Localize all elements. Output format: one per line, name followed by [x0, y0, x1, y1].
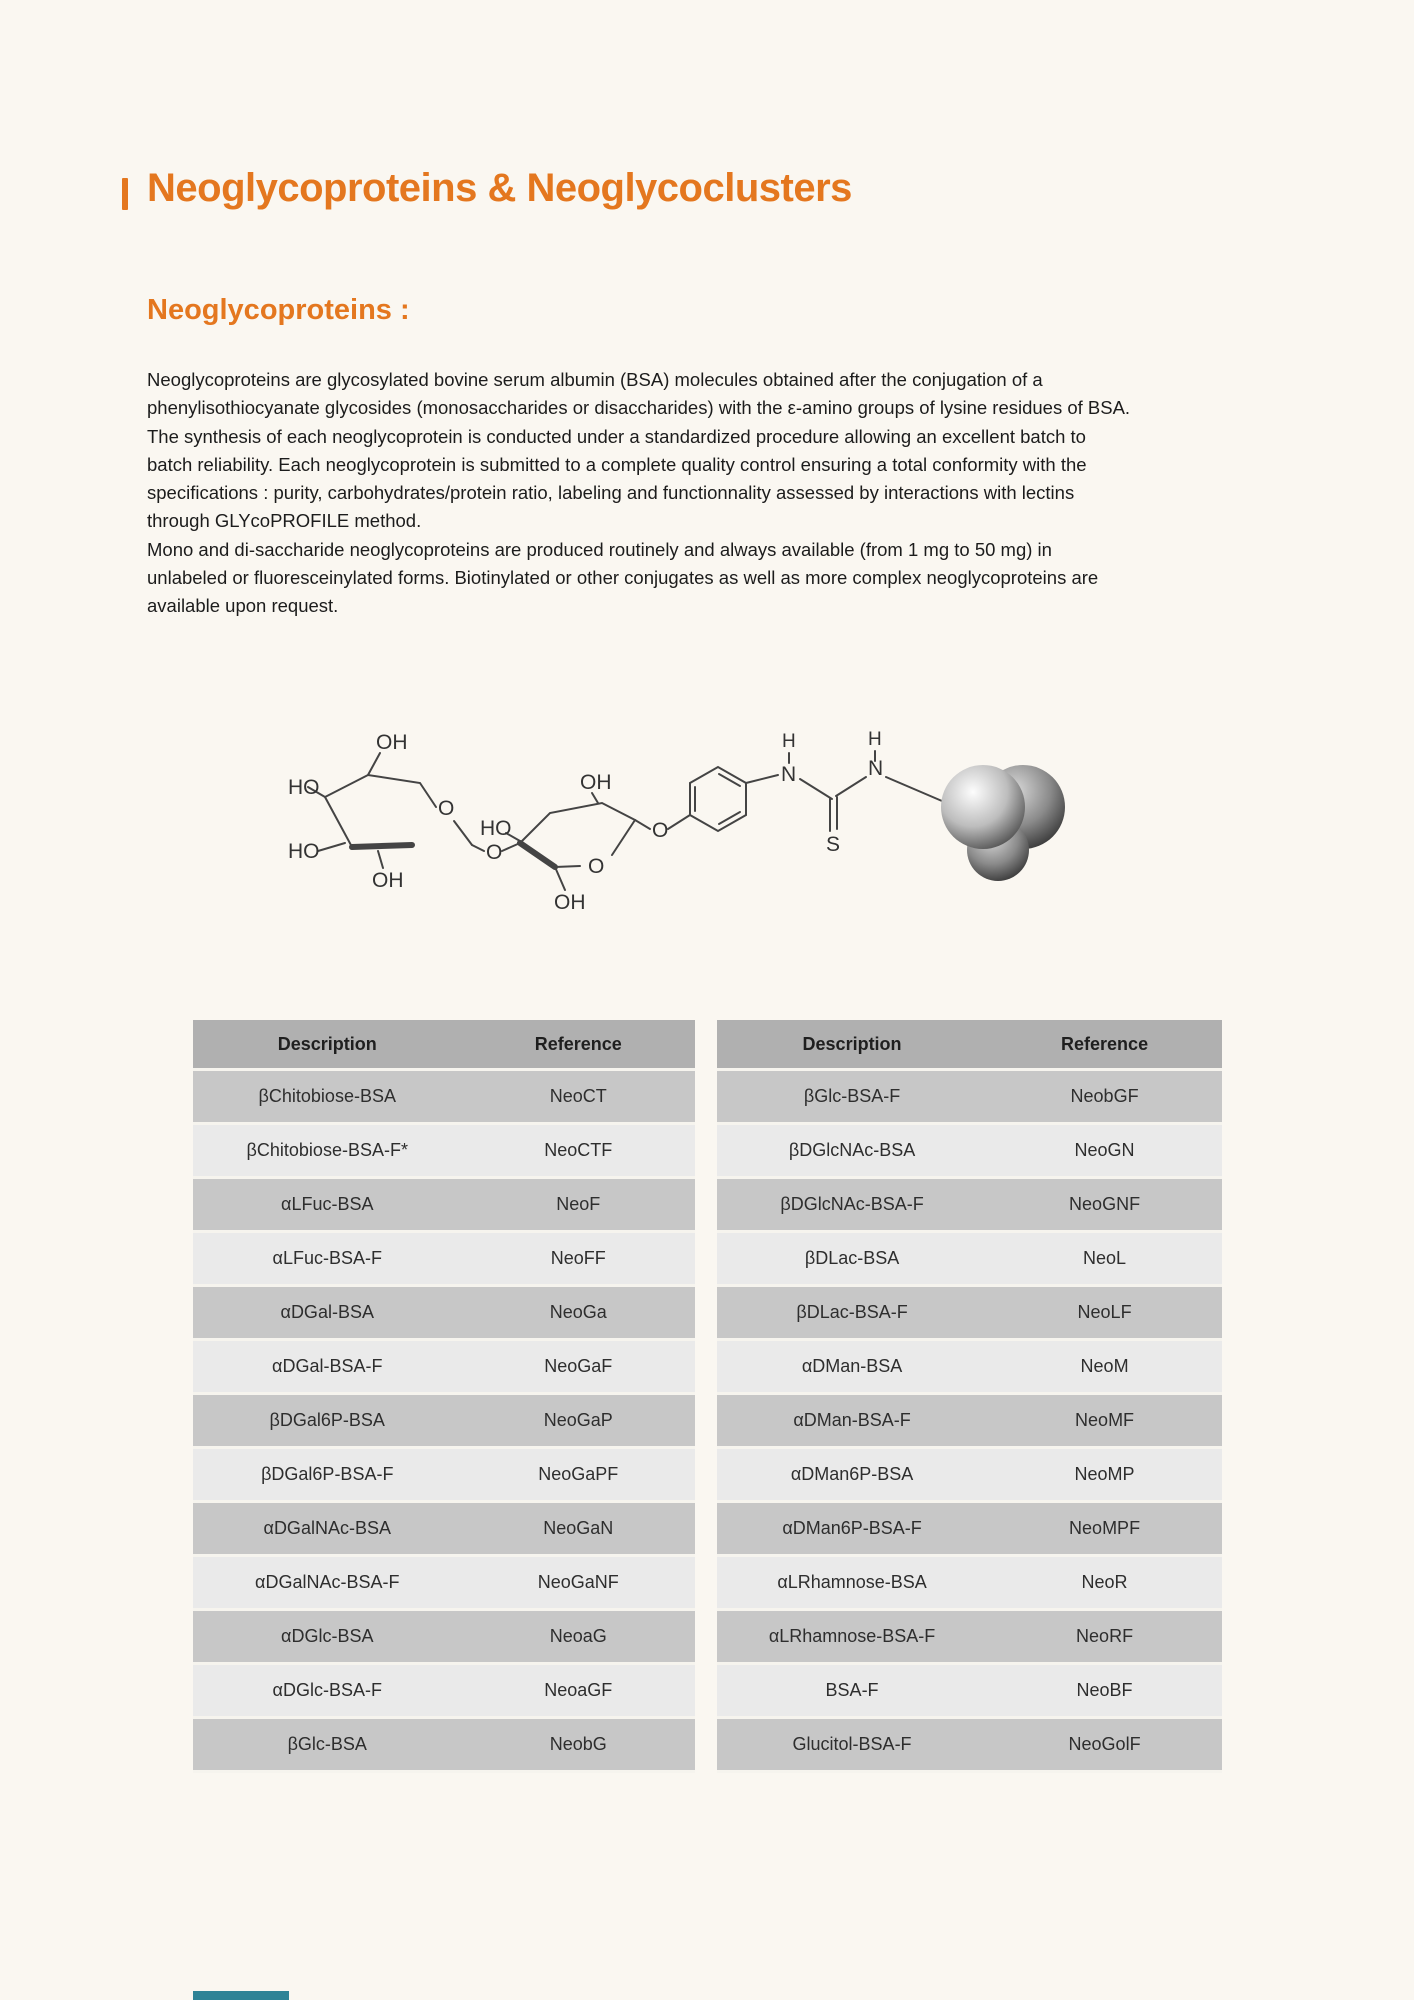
- table-cell: NeoR: [1081, 1572, 1128, 1592]
- table-row: [193, 1449, 695, 1503]
- table-cell: NeoFF: [550, 1248, 606, 1268]
- table-row: [717, 1665, 1222, 1719]
- bsa-sphere-front: [941, 765, 1025, 849]
- table-cell: αLRhamnose-BSA: [777, 1572, 927, 1592]
- table-row: [717, 1557, 1222, 1611]
- intro-line: phenylisothiocyanate glycosides (monosaccharides or disaccharides) with the ε-amino groups of lysine residues of BSA.: [147, 397, 1131, 419]
- table-cell: αDMan6P-BSA-F: [782, 1518, 922, 1538]
- molecule-svg: [240, 695, 1080, 935]
- table-cell: NeoLF: [1077, 1302, 1132, 1322]
- table-cell: NeoGa: [549, 1302, 607, 1322]
- table-cell: αDGalNAc-BSA-F: [255, 1572, 400, 1592]
- table-cell: βDLac-BSA: [804, 1248, 900, 1268]
- table-cell: NeoMP: [1074, 1464, 1135, 1484]
- table-row: [717, 1611, 1222, 1665]
- table-cell: NeoGaNF: [537, 1572, 619, 1592]
- table-cell: αDMan-BSA-F: [793, 1410, 911, 1430]
- table-cell: NeoM: [1080, 1356, 1129, 1376]
- intro-line: unlabeled or fluoresceinylated forms. Biotinylated or other conjugates as well as more complex neoglycoproteins are: [147, 567, 1099, 589]
- atom-label-ho: HO: [288, 840, 320, 863]
- atom-label-s: S: [826, 833, 841, 856]
- table-row: [717, 1719, 1222, 1773]
- table-cell: αDGal-BSA-F: [272, 1356, 383, 1376]
- table-cell: αDGlc-BSA: [281, 1626, 374, 1646]
- table-cell: βDLac-BSA-F: [796, 1302, 908, 1322]
- intro-text: [147, 366, 1157, 621]
- table-row: [193, 1287, 695, 1341]
- neoglycoproteins-table-right: [717, 1020, 1222, 1773]
- intro-line: The synthesis of each neoglycoprotein is conducted under a standardized procedure allowing an excellent batch to: [147, 425, 1086, 447]
- table-cell: αDMan6P-BSA: [790, 1464, 914, 1484]
- intro-line: available upon request.: [147, 595, 339, 617]
- table-cell: βGlc-BSA-F: [803, 1086, 901, 1106]
- column-header: Description: [802, 1033, 902, 1054]
- table-row: [717, 1125, 1222, 1179]
- atom-label-oh: OH: [554, 891, 586, 914]
- table-cell: NeoGaN: [543, 1518, 614, 1538]
- intro-line: through GLYcoPROFILE method.: [147, 510, 422, 532]
- table-row: [717, 1071, 1222, 1125]
- table-cell: αLFuc-BSA-F: [272, 1248, 382, 1268]
- table-row: [193, 1179, 695, 1233]
- atom-label-bridge-o: O: [486, 841, 503, 864]
- table-cell: NeoGaPF: [538, 1464, 619, 1484]
- table-row: [717, 1341, 1222, 1395]
- table-cell: NeoaGF: [544, 1680, 613, 1700]
- table-header-row: [717, 1020, 1222, 1071]
- table-row: [193, 1233, 695, 1287]
- table-cell: βChitobiose-BSA-F*: [246, 1140, 408, 1160]
- table-cell: NeoCT: [549, 1086, 607, 1106]
- atom-label-ho: HO: [480, 817, 512, 840]
- table-cell: NeoGN: [1074, 1140, 1135, 1160]
- table-cell: βGlc-BSA: [287, 1734, 367, 1754]
- atom-label-n: N: [781, 763, 797, 786]
- atom-label-oh: OH: [376, 731, 408, 754]
- intro-line: batch reliability. Each neoglycoprotein is submitted to a complete quality control ensuring a total conformity with the: [147, 453, 1087, 475]
- table-cell: NeoGaF: [544, 1356, 613, 1376]
- table-row: [717, 1233, 1222, 1287]
- table-cell: αDGal-BSA: [280, 1302, 374, 1322]
- table-cell: NeoL: [1083, 1248, 1127, 1268]
- footer-text-cutoff: [193, 1991, 289, 2000]
- table-row: [193, 1719, 695, 1773]
- atom-label-oh: OH: [372, 869, 404, 892]
- table-row: [717, 1503, 1222, 1557]
- column-header: Reference: [534, 1033, 622, 1054]
- table-cell: NeoCTF: [544, 1140, 613, 1160]
- table-cell: βDGal6P-BSA-F: [261, 1464, 394, 1484]
- table-row: [193, 1503, 695, 1557]
- table-cell: αDGlc-BSA-F: [272, 1680, 382, 1700]
- table-cell: βDGlcNAc-BSA-F: [780, 1194, 924, 1214]
- table-cell: NeoGNF: [1069, 1194, 1141, 1214]
- atom-label-ho: HO: [288, 776, 320, 799]
- intro-line: Neoglycoproteins are glycosylated bovine serum albumin (BSA) molecules obtained after the conjugation of a: [147, 369, 1043, 390]
- table-cell: NeobG: [549, 1734, 607, 1754]
- table-cell: αLFuc-BSA: [281, 1194, 374, 1214]
- atom-label-h: H: [782, 731, 796, 752]
- atom-label-n: N: [868, 757, 884, 780]
- column-header: Reference: [1061, 1033, 1149, 1054]
- neoglycoproteins-table-left: [193, 1020, 695, 1773]
- table-cell: NeoGaP: [543, 1410, 613, 1430]
- atom-label-link-o: O: [652, 819, 669, 842]
- table-cell: βDGlcNAc-BSA: [788, 1140, 916, 1160]
- table-row: [193, 1611, 695, 1665]
- table-cell: BSA-F: [825, 1680, 879, 1700]
- table-row: [193, 1341, 695, 1395]
- intro-line: Mono and di-saccharide neoglycoproteins are produced routinely and always available (from 1 mg to 50 mg) in: [147, 538, 1052, 560]
- table-cell: Glucitol-BSA-F: [792, 1734, 912, 1754]
- table-cell: NeoMPF: [1069, 1518, 1141, 1538]
- table-cell: NeoGolF: [1068, 1734, 1141, 1754]
- table-cell: NeoMF: [1075, 1410, 1135, 1430]
- table-row: [193, 1071, 695, 1125]
- table-row: [193, 1557, 695, 1611]
- title-accent-bar: [122, 178, 128, 210]
- molecule-diagram: [240, 695, 1080, 935]
- table-row: [193, 1665, 695, 1719]
- table-row: [717, 1395, 1222, 1449]
- table-cell: NeoBF: [1076, 1680, 1133, 1700]
- column-header: Description: [277, 1033, 377, 1054]
- atom-label-h: H: [868, 729, 882, 750]
- table-cell: βChitobiose-BSA: [258, 1086, 396, 1106]
- section-heading: Neoglycoproteins :: [147, 294, 410, 326]
- table-row: [717, 1287, 1222, 1341]
- table-row: [193, 1125, 695, 1179]
- table-cell: αDMan-BSA: [801, 1356, 903, 1376]
- table-cell: NeoRF: [1076, 1626, 1134, 1646]
- table-cell: NeobGF: [1070, 1086, 1139, 1106]
- table-row: [193, 1395, 695, 1449]
- atom-label-ring-o: O: [438, 797, 455, 820]
- table-cell: αLRhamnose-BSA-F: [768, 1626, 936, 1646]
- atom-label-ring-o: O: [588, 855, 605, 878]
- table-cell: NeoF: [556, 1194, 601, 1214]
- atom-label-oh: OH: [580, 771, 612, 794]
- intro-line: specifications : purity, carbohydrates/protein ratio, labeling and functionnality assessed by interactions with lectins: [147, 482, 1075, 504]
- table-cell: NeoaG: [549, 1626, 607, 1646]
- table-cell: αDGalNAc-BSA: [263, 1518, 391, 1538]
- table-row: [717, 1449, 1222, 1503]
- table-row: [717, 1179, 1222, 1233]
- table-cell: βDGal6P-BSA: [269, 1410, 385, 1430]
- table-header-row: [193, 1020, 695, 1071]
- page-title: Neoglycoproteins & Neoglycoclusters: [147, 166, 852, 210]
